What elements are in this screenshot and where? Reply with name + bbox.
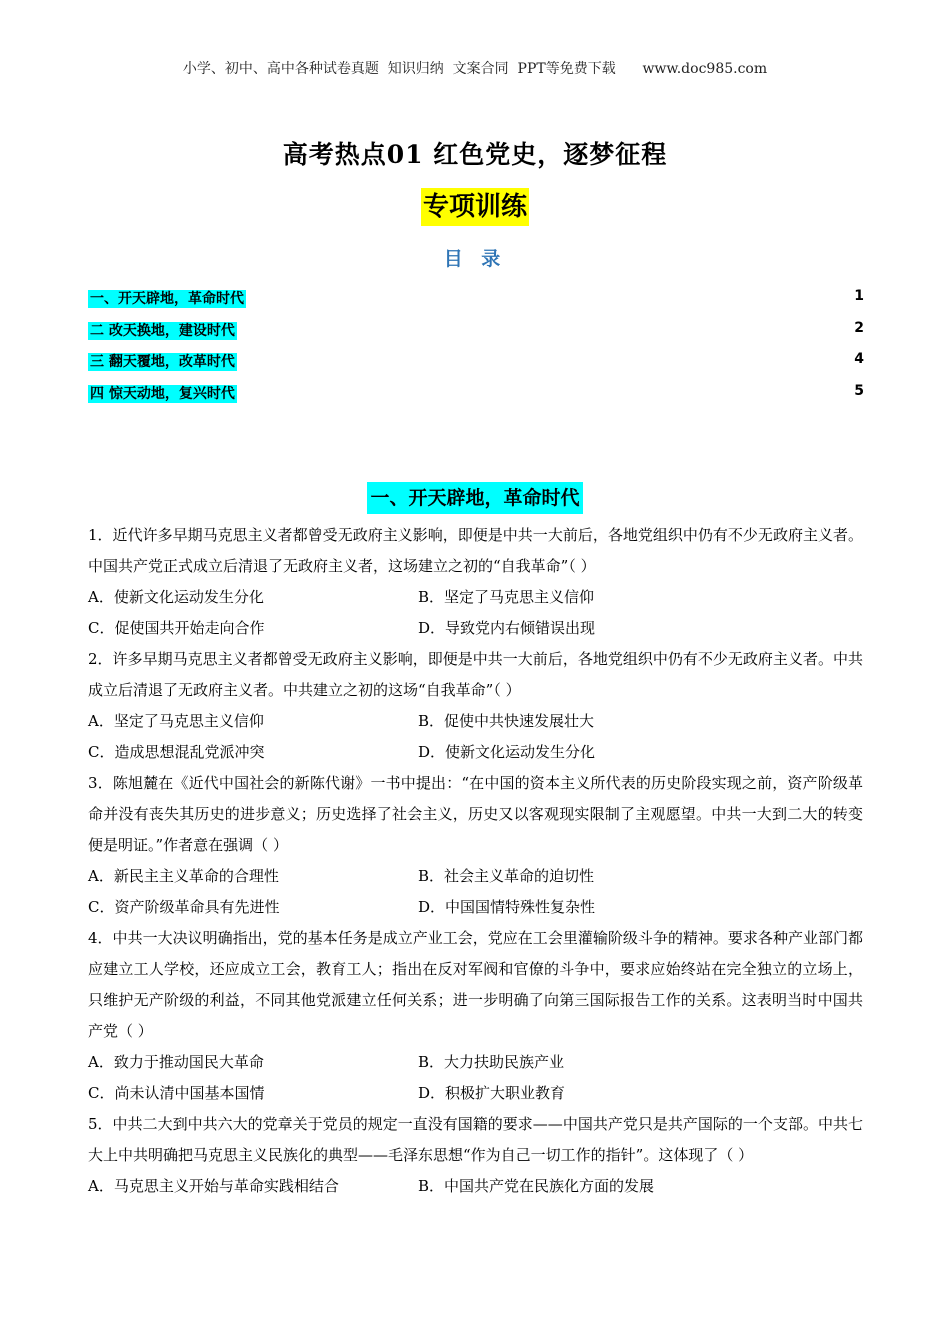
page-header: 小学、初中、高中各种试卷真题 知识归纳 文案合同 PPT等免费下载 www.doc985.com: [182, 61, 768, 77]
option-c: C．尚未认清中国基本国情: [88, 1084, 265, 1102]
question-item: [88, 520, 863, 644]
toc-entry[interactable]: [88, 351, 864, 383]
option-a: A．使新文化运动发生分化: [88, 588, 264, 606]
option-b: B．中国共产党在民族化方面的发展: [418, 1177, 655, 1195]
question-item: [88, 644, 863, 768]
document-subtitle: 专项训练: [421, 188, 529, 226]
toc-entry[interactable]: [88, 383, 864, 415]
toc-entry-page: 1: [854, 288, 864, 304]
option-c: C．造成思想混乱党派冲突: [88, 743, 265, 761]
toc-entry[interactable]: [88, 288, 864, 320]
table-of-contents: [88, 288, 864, 414]
option-row: [88, 861, 863, 892]
question-text: 3．陈旭麓在《近代中国社会的新陈代谢》一书中提出：“在中国的资本主义所代表的历史阶段实现之前，资产阶级革命并没有丧失其历史的进步意义；历史选择了社会主义，历史又以客观现实限制了主观愿望。中共一大到二大的转变便是明证。”作者意在强调（ ）: [88, 774, 863, 854]
option-b: B．社会主义革命的迫切性: [418, 867, 595, 885]
option-b: B．促使中共快速发展壮大: [418, 712, 595, 730]
question-item: [88, 923, 863, 1109]
option-row: [88, 1171, 863, 1202]
option-row: [88, 892, 863, 923]
option-row: [88, 737, 863, 768]
option-d: D．积极扩大职业教育: [418, 1084, 566, 1102]
toc-entry-label: 一、开天辟地，革命时代: [90, 291, 244, 307]
subtitle-container: [0, 188, 950, 226]
toc-title: 目 录: [443, 248, 507, 270]
option-c: C．促使国共开始走向合作: [88, 619, 265, 637]
option-b: B．坚定了马克思主义信仰: [418, 588, 595, 606]
option-b: B．大力扶助民族产业: [418, 1053, 565, 1071]
toc-entry-label: 四 惊天动地，复兴时代: [90, 385, 235, 402]
question-text: 4．中共一大决议明确指出，党的基本任务是成立产业工会，党应在工会里灌输阶级斗争的精神。要求各种产业部门都应建立工人学校，还应成立工会，教育工人；指出在反对军阀和官僚的斗争中，要求应始终站在完全独立的立场上，只维护无产阶级的利益，不同其他党派建立任何关系；进一步明确了向第三国际报告工作的关系。这表明当时中国共产党（ ）: [88, 929, 863, 1040]
option-a: A．新民主主义革命的合理性: [88, 867, 279, 885]
section-heading: 一、开天辟地，革命时代: [367, 482, 582, 514]
section-heading-container: [0, 482, 950, 514]
option-a: A．坚定了马克思主义信仰: [88, 712, 264, 730]
question-text: 2．许多早期马克思主义者都曾受无政府主义影响，即便是中共一大前后，各地党组织中仍有不少无政府主义者。中共成立后清退了无政府主义者。中共建立之初的这场“自我革命”（ ）: [88, 650, 863, 699]
question-text: 1．近代许多早期马克思主义者都曾受无政府主义影响，即便是中共一大前后，各地党组织中仍有不少无政府主义者。中国共产党正式成立后清退了无政府主义者，这场建立之初的“自我革命”（ ）: [88, 526, 863, 575]
question-item: [88, 768, 863, 923]
toc-entry-page: 2: [854, 319, 864, 336]
option-row: [88, 706, 863, 737]
toc-entry-page: 4: [854, 351, 864, 367]
option-row: [88, 1078, 863, 1109]
option-c: C．资产阶级革命具有先进性: [88, 898, 280, 916]
document-title: 高考热点01 红色党史，逐梦征程: [282, 140, 668, 169]
question-item: [88, 1109, 863, 1202]
toc-entry[interactable]: [88, 320, 864, 352]
option-a: A．马克思主义开始与革命实践相结合: [88, 1177, 339, 1195]
toc-entry-label: 三 翻天覆地，改革时代: [90, 354, 235, 370]
toc-entry-page: 5: [854, 382, 864, 399]
toc-entry-label: 二 改天换地，建设时代: [90, 322, 235, 339]
option-a: A．致力于推动国民大革命: [88, 1053, 264, 1071]
question-list: [88, 520, 863, 1202]
option-row: [88, 1047, 863, 1078]
option-d: D．中国国情特殊性复杂性: [418, 898, 596, 916]
option-d: D．使新文化运动发生分化: [418, 743, 596, 761]
option-row: [88, 613, 863, 644]
option-row: [88, 582, 863, 613]
option-d: D．导致党内右倾错误出现: [418, 619, 596, 637]
question-text: 5．中共二大到中共六大的党章关于党员的规定一直没有国籍的要求——中国共产党只是共产国际的一个支部。中共七大上中共明确把马克思主义民族化的典型——毛泽东思想“作为自己一切工作的指针”。这体现了（ ）: [88, 1115, 863, 1164]
